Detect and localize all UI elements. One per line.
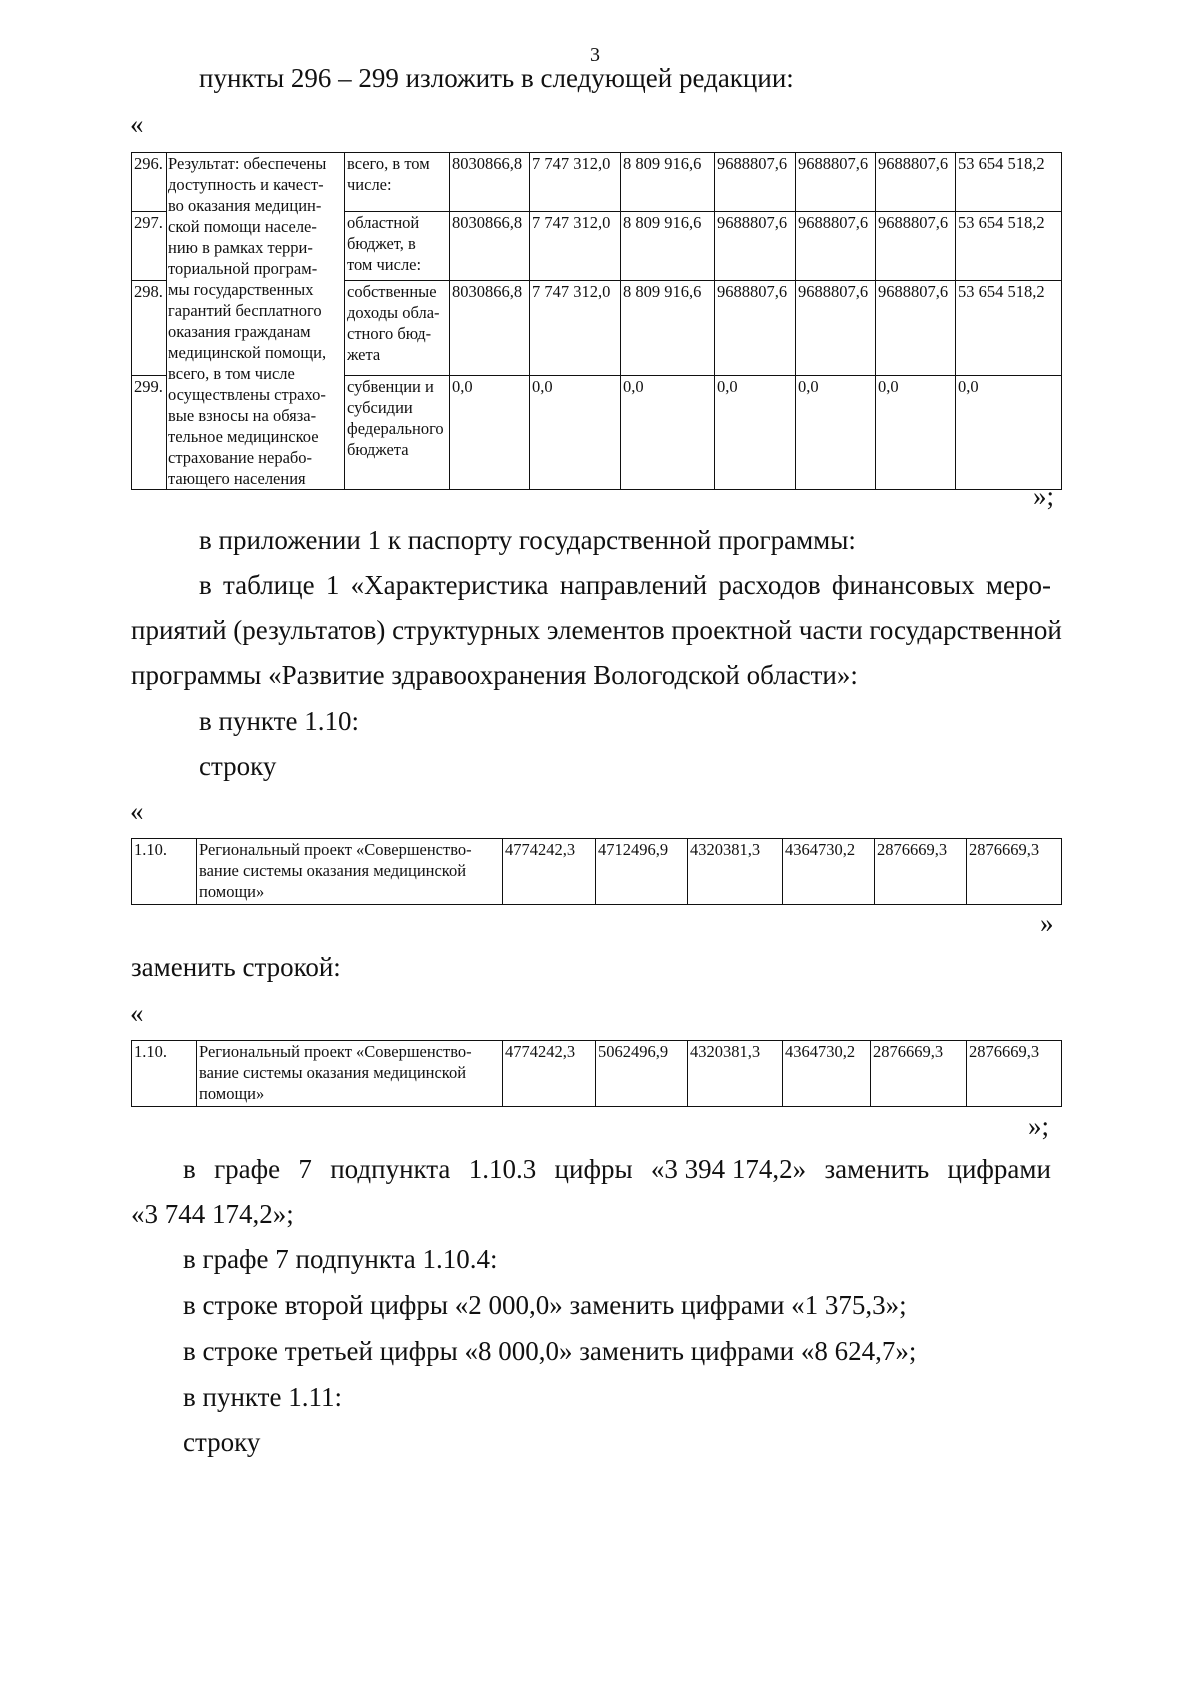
- funding-source: [345, 281, 450, 376]
- result-line: медицинской помощи,: [168, 343, 327, 362]
- paragraph: в строке третьей цифры «8 000,0» заменить цифрами «8 624,7»;: [183, 1336, 917, 1366]
- open-quote: «: [130, 796, 144, 826]
- result-line: тающего населения: [168, 469, 306, 488]
- value-cell: 2876669,3: [871, 1041, 967, 1107]
- paragraph: программы «Развитие здравоохранения Вологодской области»:: [131, 660, 858, 690]
- paragraph: строку: [199, 751, 277, 781]
- word: заменить: [824, 1154, 930, 1184]
- value-cell: 0,0: [530, 376, 621, 490]
- open-quote: «: [130, 109, 144, 139]
- result-line: во оказания медицин-: [168, 196, 322, 215]
- source-line: федерального: [347, 419, 444, 439]
- value-cell: 7 747 312,0: [530, 153, 621, 212]
- source-line: бюджета: [347, 440, 409, 460]
- word: подпункта: [330, 1154, 451, 1184]
- project-name: [197, 1041, 503, 1107]
- result-line: мы государственных: [168, 280, 314, 299]
- word: цифрами: [947, 1154, 1051, 1184]
- value-cell: 9688807,6: [796, 153, 876, 212]
- result-line: нию в рамках терри-: [168, 238, 313, 257]
- page-number: 3: [590, 44, 600, 66]
- source-line: жета: [347, 345, 381, 365]
- funding-source: [345, 211, 450, 280]
- result-line: Результат: обеспечены: [168, 154, 327, 173]
- value-cell: 9688807,6: [876, 153, 956, 212]
- source-line: доходы обла-: [347, 303, 440, 323]
- row-number: 297.: [132, 211, 167, 280]
- source-line: всего, в том: [347, 154, 430, 173]
- name-line: вание системы оказания медицинской: [199, 1063, 467, 1082]
- value-cell: 4364730,2: [783, 839, 875, 905]
- value-cell: 4774242,3: [503, 839, 596, 905]
- value-cell: 4364730,2: [783, 1041, 871, 1107]
- name-line: Региональный проект «Совершенство-: [199, 1042, 472, 1061]
- value-cell: 8030866,8: [450, 281, 530, 376]
- word: в: [183, 1154, 196, 1184]
- value-cell: 0,0: [450, 376, 530, 490]
- source-line: стного бюд-: [347, 324, 432, 344]
- row-number: 298.: [132, 281, 167, 376]
- word: меро-: [985, 570, 1051, 600]
- name-line: помощи»: [199, 882, 265, 901]
- value-cell: 4320381,3: [688, 1041, 783, 1107]
- result-line: ской помощи населе-: [168, 217, 317, 236]
- value-cell: 53 654 518,2: [956, 153, 1062, 212]
- value-cell: 0,0: [796, 376, 876, 490]
- row-number: 1.10.: [132, 1041, 197, 1107]
- value-cell: 9688807,6: [715, 211, 796, 280]
- source-line: субсидии: [347, 398, 413, 418]
- word: 1: [325, 570, 340, 600]
- value-cell: 7 747 312,0: [530, 281, 621, 376]
- result-line: страхование нерабо-: [168, 448, 313, 467]
- value-cell: 4712496,9: [596, 839, 688, 905]
- paragraph: в пункте 1.11:: [183, 1382, 342, 1412]
- word: 1.10.3: [468, 1154, 537, 1184]
- row-number: 1.10.: [132, 839, 197, 905]
- source-line: бюджет, в: [347, 233, 416, 253]
- value-cell: 0,0: [876, 376, 956, 490]
- word: финансовых: [831, 570, 975, 600]
- value-cell: 7 747 312,0: [530, 211, 621, 280]
- result-line: ториальной програм-: [168, 259, 318, 278]
- value-cell: 4320381,3: [688, 839, 783, 905]
- word: таблице: [223, 570, 315, 600]
- table-row: [132, 1041, 1062, 1107]
- result-line: тельное медицинское: [168, 427, 319, 446]
- source-line: собственные: [347, 282, 437, 302]
- word: «3 394 174,2»: [650, 1154, 807, 1184]
- value-cell: 9688807,6: [715, 153, 796, 212]
- word: графе: [214, 1154, 281, 1184]
- paragraph-justified-line: [183, 1154, 1051, 1185]
- word: расходов: [718, 570, 821, 600]
- result-line: гарантий бесплатного: [168, 301, 322, 320]
- word: «Характеристика: [350, 570, 549, 600]
- value-cell: 0,0: [621, 376, 715, 490]
- paragraph: заменить строкой:: [131, 952, 341, 982]
- paragraph: в строке второй цифры «2 000,0» заменить цифрами «1 375,3»;: [183, 1290, 907, 1320]
- table-row-1-10-old: [131, 838, 1062, 905]
- value-cell: 0,0: [956, 376, 1062, 490]
- source-line: субвенции и: [347, 377, 434, 397]
- paragraph: в приложении 1 к паспорту государственной программы:: [199, 525, 856, 555]
- word: цифры: [554, 1154, 633, 1184]
- source-line: областной: [347, 212, 420, 232]
- name-line: помощи»: [199, 1084, 265, 1103]
- paragraph-justified-line: [199, 570, 1051, 601]
- paragraph: приятий (результатов) структурных элементов проектной части государственной: [131, 615, 1062, 645]
- source-line: числе:: [347, 175, 392, 194]
- funding-source: [345, 153, 450, 212]
- result-line: доступность и качест-: [168, 175, 324, 194]
- name-line: вание системы оказания медицинской: [199, 861, 467, 880]
- value-cell: 9688807,6: [876, 281, 956, 376]
- value-cell: 9688807,6: [796, 211, 876, 280]
- result-line: осуществлены страхо-: [168, 385, 326, 404]
- word: в: [199, 570, 212, 600]
- close-quote: »: [1040, 908, 1054, 938]
- table-points-296-299: [131, 152, 1062, 490]
- paragraph: в пункте 1.10:: [199, 706, 359, 736]
- result-line: вые взносы на обяза-: [168, 406, 317, 425]
- result-line: оказания гражданам: [168, 322, 311, 341]
- row-number: 296.: [132, 153, 167, 212]
- value-cell: 2876669,3: [967, 839, 1062, 905]
- close-quote: »;: [1028, 1111, 1050, 1141]
- table-row: [132, 153, 1062, 212]
- value-cell: 8030866,8: [450, 153, 530, 212]
- value-cell: 4774242,3: [503, 1041, 596, 1107]
- value-cell: 53 654 518,2: [956, 281, 1062, 376]
- value-cell: 8 809 916,6: [621, 211, 715, 280]
- result-description: [167, 153, 345, 490]
- project-name: [197, 839, 503, 905]
- name-line: Региональный проект «Совершенство-: [199, 840, 472, 859]
- value-cell: 2876669,3: [967, 1041, 1062, 1107]
- funding-source: [345, 376, 450, 490]
- word: направлений: [559, 570, 708, 600]
- heading-text: пункты 296 – 299 изложить в следующей редакции:: [199, 63, 794, 93]
- paragraph: «3 744 174,2»;: [131, 1199, 294, 1229]
- row-number: 299.: [132, 376, 167, 490]
- value-cell: 8030866,8: [450, 211, 530, 280]
- word: 7: [298, 1154, 312, 1184]
- value-cell: 8 809 916,6: [621, 281, 715, 376]
- value-cell: 9688807,6: [796, 281, 876, 376]
- table-row: [132, 839, 1062, 905]
- close-quote: »;: [1033, 481, 1055, 511]
- value-cell: 5062496,9: [596, 1041, 688, 1107]
- value-cell: 2876669,3: [875, 839, 967, 905]
- open-quote: «: [130, 998, 144, 1028]
- value-cell: 8 809 916,6: [621, 153, 715, 212]
- source-line: том числе:: [347, 254, 422, 274]
- value-cell: 9688807,6: [715, 281, 796, 376]
- paragraph: в графе 7 подпункта 1.10.4:: [183, 1244, 498, 1274]
- value-cell: 9688807,6: [876, 211, 956, 280]
- result-line: всего, в том числе: [168, 364, 295, 383]
- paragraph: строку: [183, 1427, 261, 1457]
- table-row-1-10-new: [131, 1040, 1062, 1107]
- value-cell: 53 654 518,2: [956, 211, 1062, 280]
- value-cell: 0,0: [715, 376, 796, 490]
